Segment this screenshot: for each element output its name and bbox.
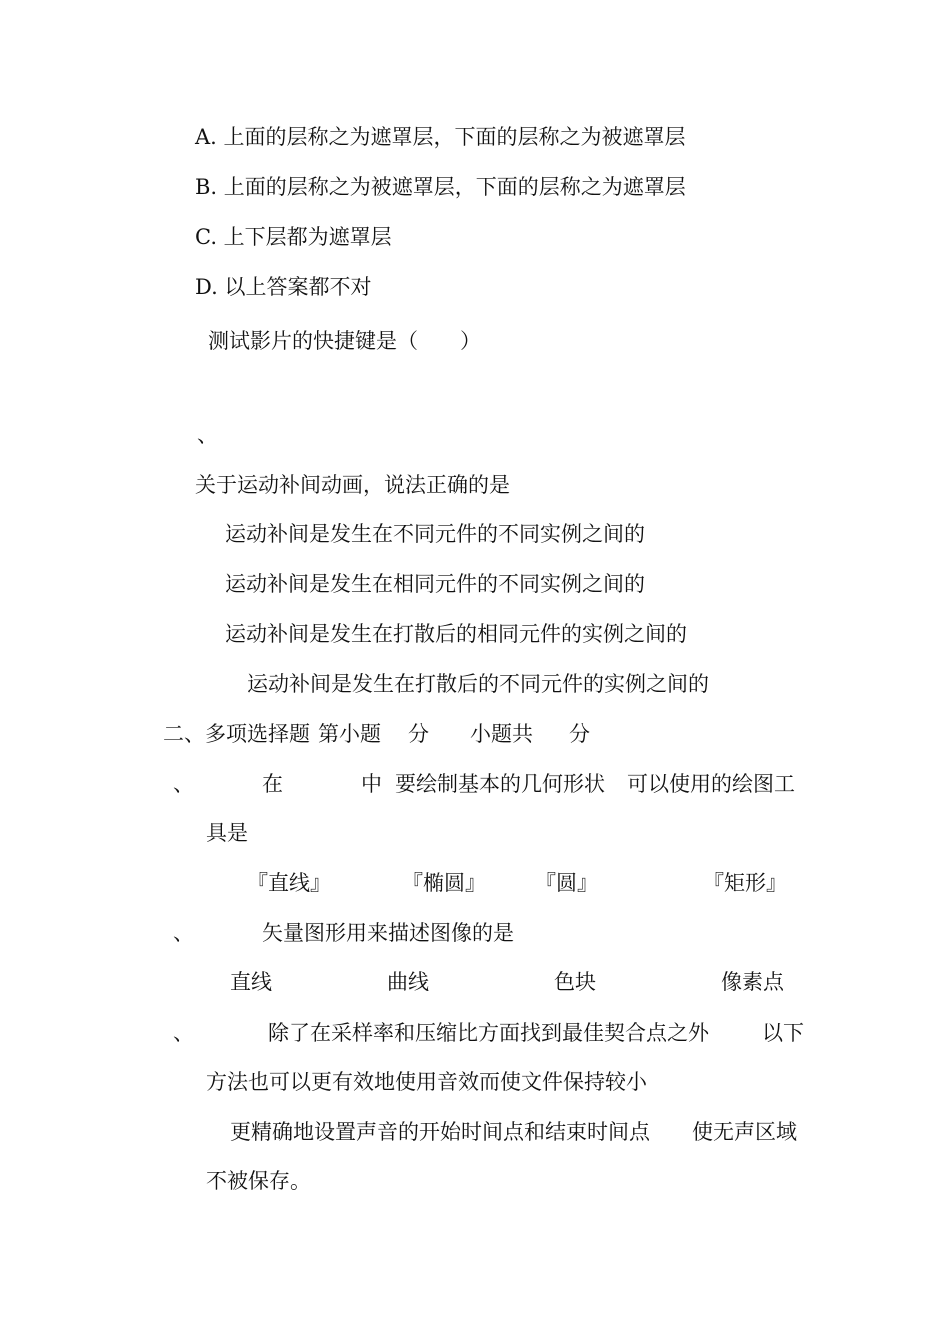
option-b: B. 上面的层称之为被遮罩层，下面的层称之为遮罩层: [195, 175, 686, 199]
mq3-stem-2: 以下: [762, 1021, 804, 1045]
mq2-number-mark: 、: [173, 921, 194, 945]
mq2-option-line: 直线: [230, 970, 272, 994]
mq3-number-mark: 、: [173, 1021, 194, 1045]
question-number-mark: 、: [197, 423, 218, 447]
section-heading: 二、多项选择题: [163, 722, 310, 746]
mq1-text-3: 要绘制基本的几何形状: [395, 772, 605, 796]
tween-option-3: 运动补间是发生在打散后的相同元件的实例之间的: [225, 622, 687, 646]
option-a: A. 上面的层称之为遮罩层，下面的层称之为被遮罩层: [195, 125, 686, 149]
mq3-stem-1: 除了在采样率和压缩比方面找到最佳契合点之外: [268, 1021, 709, 1045]
tween-option-4: 运动补间是发生在打散后的不同元件的实例之间的: [247, 672, 709, 696]
section-total: 小题共: [470, 722, 533, 746]
mq1-option-circle: 『圆』: [535, 871, 598, 895]
mq3-option-1c: 不被保存。: [206, 1169, 311, 1193]
section-total-points: 分: [569, 722, 590, 746]
mq1-option-ellipse: 『椭圆』: [402, 871, 486, 895]
mq3-option-1b: 使无声区域: [692, 1120, 797, 1144]
tween-option-2: 运动补间是发生在相同元件的不同实例之间的: [225, 572, 645, 596]
section-points: 分: [408, 722, 429, 746]
question-stem-tween: 关于运动补间动画，说法正确的是: [195, 473, 510, 497]
mq2-stem: 矢量图形用来描述图像的是: [262, 921, 514, 945]
mq1-text-2: 中: [361, 772, 382, 796]
tween-option-1: 运动补间是发生在不同元件的不同实例之间的: [225, 522, 645, 546]
mq2-option-curve: 曲线: [387, 970, 429, 994]
mq1-number-mark: 、: [173, 772, 194, 796]
section-per-question: 第小题: [318, 722, 381, 746]
mq2-option-pixel: 像素点: [721, 970, 784, 994]
mq1-option-line: 『直线』: [247, 871, 331, 895]
option-c: C. 上下层都为遮罩层: [195, 225, 392, 249]
mq3-stem-continued: 方法也可以更有效地使用音效而使文件保持较小: [206, 1070, 647, 1094]
mq2-option-color-block: 色块: [554, 970, 596, 994]
mq1-option-rectangle: 『矩形』: [703, 871, 787, 895]
mq1-text-4: 可以使用的绘图工: [627, 772, 795, 796]
mq1-text-1: 在: [262, 772, 283, 796]
question-stem-test-movie: 测试影片的快捷键是（ ）: [208, 329, 481, 353]
option-d: D. 以上答案都不对: [195, 275, 372, 299]
mq1-text-continued: 具是: [206, 821, 248, 845]
mq3-option-1a: 更精确地设置声音的开始时间点和结束时间点: [230, 1120, 650, 1144]
